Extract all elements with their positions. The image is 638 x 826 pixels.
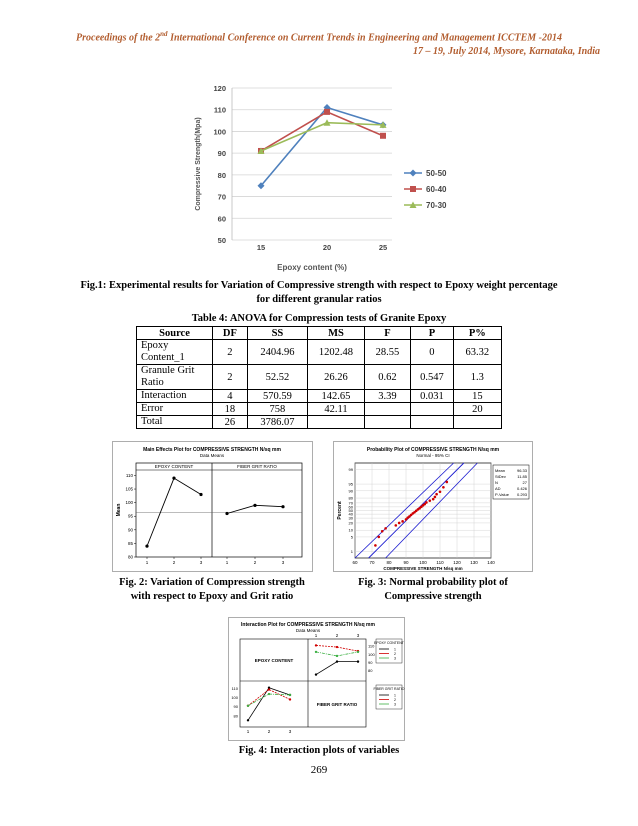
plot-subtitle: Data Means xyxy=(199,453,225,458)
fig1-chart xyxy=(178,80,464,280)
table-cell: 15 xyxy=(453,390,501,403)
table-cell: 0 xyxy=(411,340,453,365)
y-tick-label: 5 xyxy=(350,534,353,540)
stats-value: 0.293 xyxy=(516,492,527,497)
table-cell: 142.65 xyxy=(308,390,365,403)
y-tick-label: 60 xyxy=(217,214,226,224)
stats-label: Mean xyxy=(495,468,506,473)
y-tick-label: 99 xyxy=(348,466,353,472)
table-cell xyxy=(411,416,453,429)
table-header-cell: P% xyxy=(453,327,501,340)
table-cell: 18 xyxy=(213,403,248,416)
x-tick-label: 60 xyxy=(352,560,358,565)
table-cell: 1202.48 xyxy=(308,340,365,365)
legend-label: 1 xyxy=(394,693,396,698)
x-tick-label: 1 xyxy=(145,560,149,565)
data-point xyxy=(289,694,291,696)
legend-marker xyxy=(410,170,417,177)
series-line-50-50 xyxy=(261,108,383,186)
data-point xyxy=(425,501,428,504)
y-tick-label: 50 xyxy=(348,508,353,513)
y-axis-label: Compressive Strength(Mpa) xyxy=(195,117,202,211)
panel-label: EPOXY CONTENT xyxy=(154,464,194,469)
fig2-caption: Fig. 2: Variation of Compression strength with respect to Epoxy and Grit ratio xyxy=(119,577,305,602)
y-tick-label: 105 xyxy=(125,486,133,492)
y-tick-label: 100 xyxy=(213,127,226,137)
data-point xyxy=(395,524,398,527)
data-point xyxy=(442,486,445,489)
table-row xyxy=(137,403,502,416)
y-tick-label: 80 xyxy=(217,170,226,180)
legend-title: FIBER GRIT RATIO xyxy=(373,687,405,691)
data-point xyxy=(281,505,284,508)
left-tick-label: 110 xyxy=(231,686,238,692)
fig3-probability-plot xyxy=(333,441,533,572)
table4-title: Table 4: ANOVA for Compression tests of Granite Epoxy xyxy=(191,313,447,324)
table-cell: 570.59 xyxy=(247,390,308,403)
plot-title: Interaction Plot for COMPRESSIVE STRENGTH N/sq mm xyxy=(241,622,375,628)
y-tick-label: 40 xyxy=(348,511,353,517)
x-tick-label: 3 xyxy=(199,560,203,565)
table-row xyxy=(137,340,502,365)
top-tick-label: 2 xyxy=(335,633,339,638)
bottom-tick-label: 2 xyxy=(267,729,271,734)
table-cell: 2 xyxy=(213,340,248,365)
data-point xyxy=(432,498,435,501)
data-point xyxy=(434,496,437,499)
y-tick-label: 70 xyxy=(348,500,353,506)
x-tick-label: 15 xyxy=(256,243,266,252)
top-tick-label: 3 xyxy=(356,633,360,638)
diagonal-label-epoxy: EPOXY CONTENT xyxy=(254,658,294,663)
plot-title: Probability Plot of COMPRESSIVE STRENGTH N/sq mm xyxy=(366,447,500,453)
y-tick-label: 110 xyxy=(125,472,133,478)
header-line1-sup: nd xyxy=(160,30,168,38)
x-tick-label: 110 xyxy=(436,560,444,565)
data-point xyxy=(439,490,442,493)
table-cell: 26.26 xyxy=(308,365,365,390)
table-cell xyxy=(453,416,501,429)
data-point xyxy=(324,109,330,115)
y-tick-label: 70 xyxy=(217,192,226,202)
data-point xyxy=(268,693,270,695)
y-tick-label: 95 xyxy=(348,481,353,487)
data-point xyxy=(446,481,449,484)
legend-marker xyxy=(410,186,416,192)
y-tick-label: 10 xyxy=(348,527,353,533)
table-cell: 28.55 xyxy=(364,340,410,365)
panel-label: FIBER GRIT RATIO xyxy=(237,464,277,469)
plot-subtitle: Data Means xyxy=(295,628,321,633)
data-point xyxy=(336,655,338,657)
x-tick-label: 70 xyxy=(369,560,375,565)
x-axis-label: COMPRESSIVE STRENGTH N/sq mm xyxy=(383,566,463,571)
fig1-caption: Fig.1: Experimental results for Variation of Compressive strength with respect to Epoxy weight percentage for different granular ratios xyxy=(80,280,558,305)
x-tick-label: 1 xyxy=(225,560,229,565)
legend-label: 50-50 xyxy=(426,169,447,178)
fig4-caption: Fig. 4: Interaction plots of variables xyxy=(238,745,400,756)
stats-value: 96.33 xyxy=(516,468,527,473)
table-cell: Error xyxy=(137,403,213,416)
data-point xyxy=(225,512,228,515)
table-cell: Interaction xyxy=(137,390,213,403)
x-tick-label: 20 xyxy=(322,243,332,252)
legend-label: 1 xyxy=(394,647,396,652)
x-tick-label: 90 xyxy=(403,560,409,565)
data-point xyxy=(247,705,249,707)
y-tick-label: 80 xyxy=(127,554,133,560)
y-tick-label: 30 xyxy=(348,515,353,521)
header-line1-pre: Proceedings of the 2 xyxy=(76,32,161,44)
x-tick-label: 120 xyxy=(453,560,461,565)
y-axis-label: Percent xyxy=(337,501,343,520)
y-tick-label: 20 xyxy=(348,520,353,526)
table-cell: 3786.07 xyxy=(247,416,308,429)
left-tick-label: 90 xyxy=(233,704,238,710)
y-tick-label: 90 xyxy=(348,488,353,494)
bottom-tick-label: 1 xyxy=(246,729,250,734)
table-cell: 52.52 xyxy=(247,365,308,390)
plot-subtitle: Normal - 95% CI xyxy=(416,453,450,458)
y-tick-label: 50 xyxy=(217,236,226,245)
table-cell: Granule Grit Ratio xyxy=(137,365,213,390)
diagonal-label-fiber: FIBER GRIT RATIO xyxy=(316,702,358,707)
y-tick-label: 80 xyxy=(348,495,353,501)
stats-value: 11.85 xyxy=(517,474,527,479)
header-line2: 17 – 19, July 2014, Mysore, Karnataka, India xyxy=(413,46,600,57)
x-tick-label: 2 xyxy=(253,560,257,565)
data-point xyxy=(315,644,317,646)
header-line1-post: International Conference on Current Trends in Engineering and Management ICCTEM -2014 xyxy=(167,32,562,44)
fig3-caption: Fig. 3: Normal probability plot of Compressive strength xyxy=(358,577,508,602)
table-cell xyxy=(364,416,410,429)
x-tick-label: 130 xyxy=(470,560,478,565)
left-tick-label: 100 xyxy=(231,695,238,701)
stats-label: N xyxy=(495,480,498,485)
right-tick-label: 110 xyxy=(368,643,375,649)
y-tick-label: 95 xyxy=(127,513,133,519)
running-header xyxy=(0,30,638,43)
y-axis-label: Mean xyxy=(116,503,122,517)
fig4-interaction-plot xyxy=(228,617,405,741)
data-point xyxy=(398,522,401,525)
table-cell: 4 xyxy=(213,390,248,403)
data-point xyxy=(384,527,387,530)
table-row xyxy=(137,390,502,403)
data-point xyxy=(315,673,317,675)
stats-label: StDev xyxy=(495,474,506,479)
anova-table xyxy=(136,326,502,429)
table-header-cell: P xyxy=(411,327,453,340)
running-header-line2 xyxy=(0,46,638,57)
bottom-tick-label: 3 xyxy=(288,729,292,734)
table-cell: 758 xyxy=(247,403,308,416)
table-cell: 20 xyxy=(453,403,501,416)
table-header-cell: DF xyxy=(213,327,248,340)
table-cell: 42.11 xyxy=(308,403,365,416)
table-cell: 26 xyxy=(213,416,248,429)
stats-value: 0.426 xyxy=(516,486,527,491)
plot-frame xyxy=(334,442,533,572)
data-point xyxy=(435,493,438,496)
data-point xyxy=(336,646,338,648)
legend-label: 70-30 xyxy=(426,201,447,210)
x-tick-label: 25 xyxy=(378,243,388,252)
legend-title: EPOXY CONTENT xyxy=(374,641,404,645)
x-tick-label: 2 xyxy=(172,560,176,565)
table-cell: 2404.96 xyxy=(247,340,308,365)
legend-label: 3 xyxy=(394,656,396,661)
data-point xyxy=(253,504,256,507)
data-point xyxy=(268,688,270,690)
table-row xyxy=(137,365,502,390)
data-point xyxy=(357,651,359,653)
plot-title: Main Effects Plot for COMPRESSIVE STRENGTH N/sq mm xyxy=(143,447,281,453)
table-cell: 0.62 xyxy=(364,365,410,390)
table-cell: 3.39 xyxy=(364,390,410,403)
table-header-cell: Source xyxy=(137,327,213,340)
y-tick-label: 100 xyxy=(125,500,133,506)
y-tick-label: 85 xyxy=(127,540,133,546)
y-tick-label: 1 xyxy=(350,549,353,555)
legend-label: 2 xyxy=(394,698,396,702)
data-point xyxy=(357,660,359,662)
legend-label: 3 xyxy=(394,702,396,707)
table-cell xyxy=(308,416,365,429)
data-point xyxy=(315,651,317,653)
table-cell xyxy=(411,403,453,416)
y-tick-label: 90 xyxy=(217,149,226,159)
series-line-70-30 xyxy=(261,123,383,151)
table-cell: 0.031 xyxy=(411,390,453,403)
data-point xyxy=(380,133,386,139)
data-point xyxy=(199,493,202,496)
right-tick-label: 90 xyxy=(368,659,373,665)
table-row xyxy=(137,416,502,429)
data-point xyxy=(247,719,249,721)
y-tick-label: 90 xyxy=(127,527,133,533)
table-cell: 0.547 xyxy=(411,365,453,390)
x-tick-label: 100 xyxy=(419,560,427,565)
stats-label: P-Value xyxy=(495,492,509,497)
x-tick-label: 3 xyxy=(281,560,285,565)
data-point xyxy=(145,545,148,548)
page-number: 269 xyxy=(310,764,328,776)
data-point xyxy=(289,698,291,700)
table-header-cell: F xyxy=(364,327,410,340)
x-tick-label: 140 xyxy=(487,560,495,565)
data-point xyxy=(381,530,384,533)
data-point xyxy=(378,536,381,539)
legend-label: 60-40 xyxy=(426,185,447,194)
data-point xyxy=(401,520,404,523)
table-cell: 1.3 xyxy=(453,365,501,390)
left-tick-label: 80 xyxy=(233,713,238,719)
table-header-cell: SS xyxy=(247,327,308,340)
table-cell: Epoxy Content_1 xyxy=(137,340,213,365)
table-cell: Total xyxy=(137,416,213,429)
stats-value: 27 xyxy=(522,480,527,485)
table-cell: 63.32 xyxy=(453,340,501,365)
y-tick-label: 110 xyxy=(213,105,226,115)
y-tick-label: 60 xyxy=(348,504,353,510)
table-cell: 2 xyxy=(213,365,248,390)
data-point xyxy=(336,660,338,662)
right-tick-label: 80 xyxy=(368,668,373,674)
y-tick-label: 120 xyxy=(213,84,226,93)
x-tick-label: 80 xyxy=(386,560,392,565)
stats-label: AD xyxy=(495,486,501,491)
table-header-cell: MS xyxy=(308,327,365,340)
x-axis-label: Epoxy content (%) xyxy=(277,263,347,272)
table-header-row xyxy=(137,327,502,340)
fig2-main-effects-plot xyxy=(112,441,313,572)
right-tick-label: 100 xyxy=(368,651,375,657)
table-cell xyxy=(364,403,410,416)
top-tick-label: 1 xyxy=(314,633,318,638)
data-point xyxy=(374,544,377,547)
data-point xyxy=(429,499,432,502)
data-point xyxy=(172,477,175,480)
legend-label: 2 xyxy=(394,652,396,656)
